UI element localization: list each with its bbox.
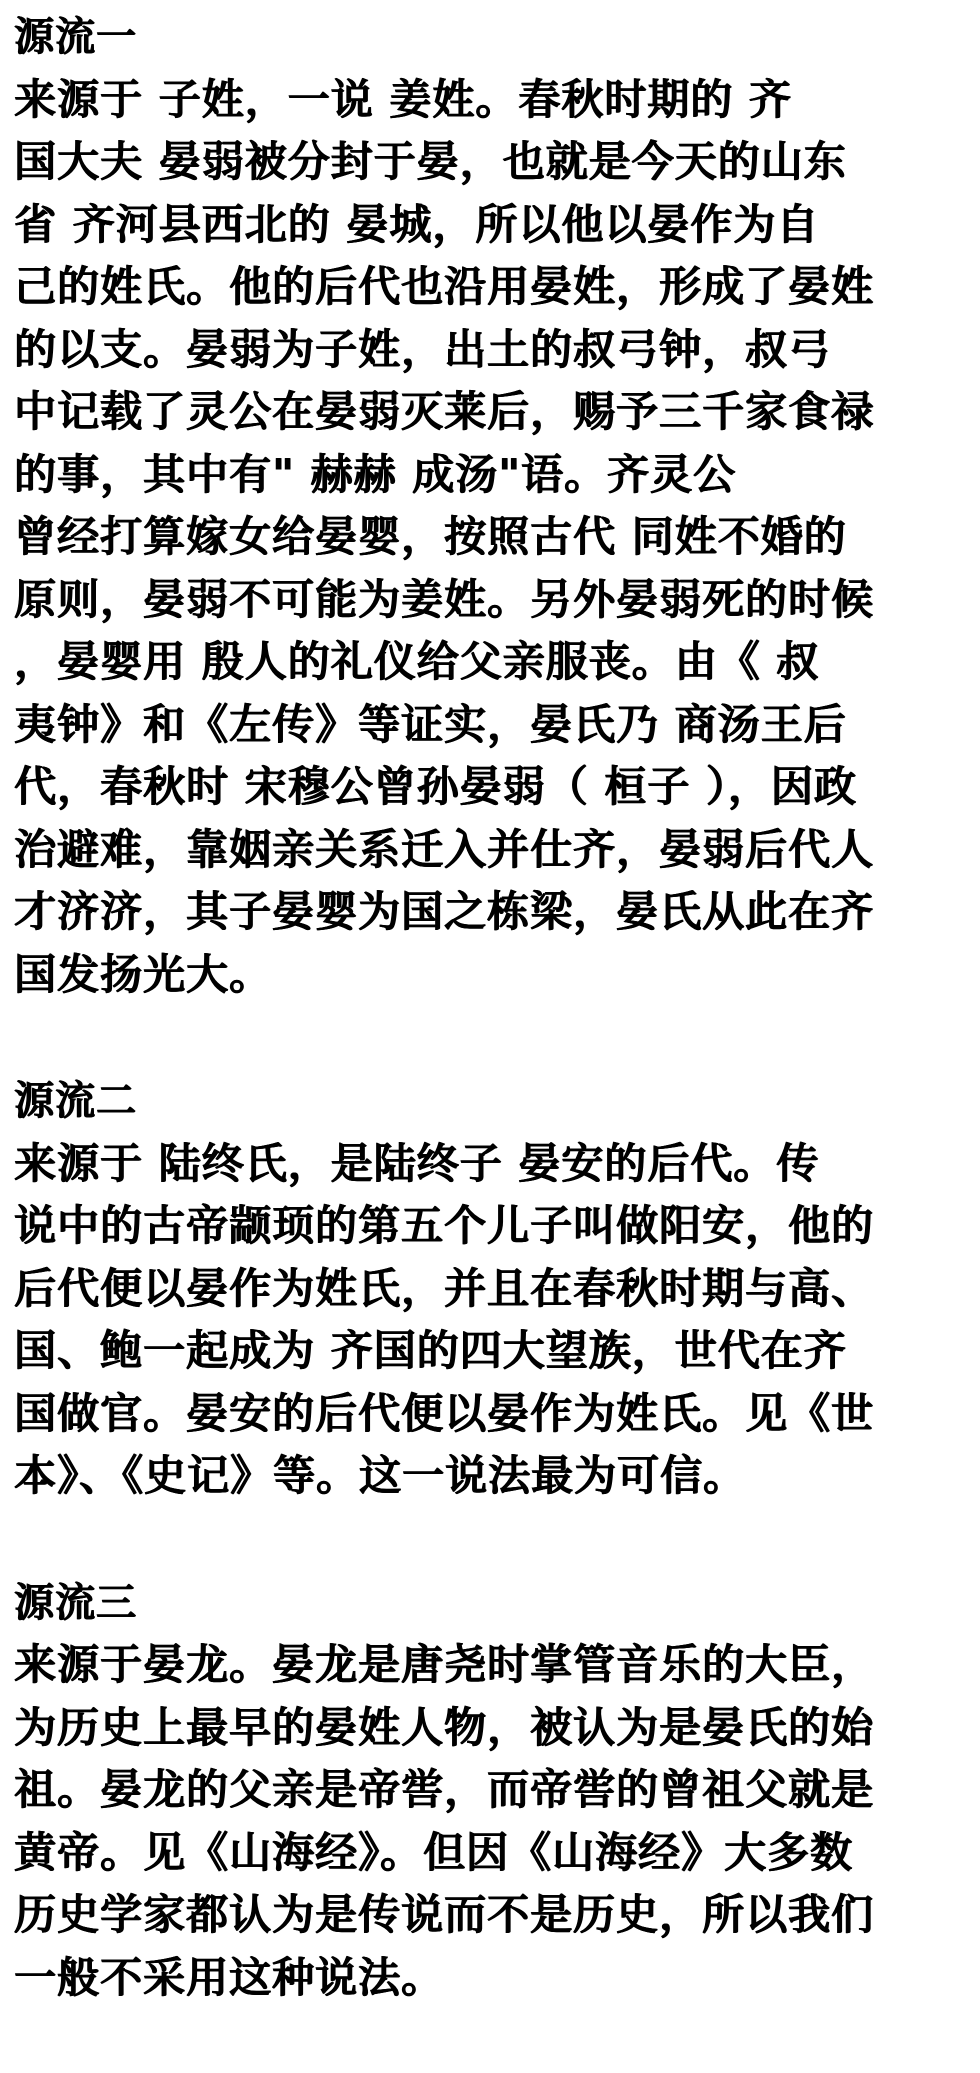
paragraph-line: 来源于 子姓，一说 姜姓。春秋时期的 齐 [14,74,792,124]
paragraph-line: 夷钟》和《左传》等证实，晏氏乃 商汤王后 [14,699,847,749]
paragraph-line: 国发扬光大。 [14,949,273,999]
document-page [14,6,974,2073]
paragraph-line: 的事，其中有" 赫赫 成汤"语。齐灵公 [14,449,737,499]
paragraph-line: 省 齐河县西北的 晏城，所以他以晏作为自 [14,199,820,249]
paragraph-line: 为历史上最早的晏姓人物，被认为是晏氏的始 [14,1702,875,1752]
paragraph-line: 治避难，靠姻亲关系迁入并仕齐，晏弱后代人 [14,824,875,874]
paragraph-line: 后代便以晏作为姓氏，并且在春秋时期与高、 [14,1263,875,1313]
section-heading: 源流三 [14,1578,137,1626]
section-heading: 源流二 [14,1077,137,1124]
paragraph-line: 才济济，其子晏婴为国之栋梁，晏氏从此在齐 [14,887,875,936]
paragraph-line: 来源于 陆终氏，是陆终子 晏安的后代。传 [14,1138,820,1188]
paragraph-line: 祖。晏龙的父亲是帝喾，而帝喾的曾祖父就是 [14,1765,875,1814]
section-origin-3 [14,1572,974,2010]
paragraph-line: ，晏婴用 殷人的礼仪给父亲服丧。由《 叔 [14,637,820,686]
paragraph-line: 国、鲍一起成为 齐国的四大望族，世代在齐 [14,1326,847,1375]
paragraph-line: 本》、《史记》等。这一说法最为可信。 [14,1451,747,1500]
paragraph-line: 曾经打算嫁女给晏婴，按照古代 同姓不婚的 [14,512,847,561]
paragraph-line: 国大夫 晏弱被分封于晏，也就是今天的山东 [14,137,847,186]
paragraph-line: 己的姓氏。他的后代也沿用晏姓，形成了晏姓 [14,262,875,311]
paragraph-line: 代，春秋时 宋穆公曾孙晏弱（ 桓子 ），因政 [14,762,857,811]
section-origin-2 [14,1070,974,1508]
paragraph-line: 国做官。晏安的后代便以晏作为姓氏。见《世 [14,1388,875,1438]
section-heading: 源流一 [14,13,137,60]
paragraph-line: 历史学家都认为是传说而不是历史，所以我们 [14,1890,875,1939]
paragraph-line: 的以支。晏弱为子姓，出土的叔弓钟，叔弓 [14,324,832,374]
section-origin-1 [14,6,974,1006]
paragraph-line: 黄帝。见《山海经》。但因《山海经》大多数 [14,1827,854,1877]
paragraph-line: 原则，晏弱不可能为姜姓。另外晏弱死的时候 [14,574,875,624]
paragraph-line: 说中的古帝颛顼的第五个儿子叫做阳安，他的 [14,1201,875,1250]
paragraph-line: 一般不采用这种说法。 [14,1952,445,2002]
paragraph-line: 来源于晏龙。晏龙是唐尧时掌管音乐的大臣， [14,1640,875,1689]
paragraph-line: 中记载了灵公在晏弱灭莱后，赐予三千家食禄 [14,387,875,436]
